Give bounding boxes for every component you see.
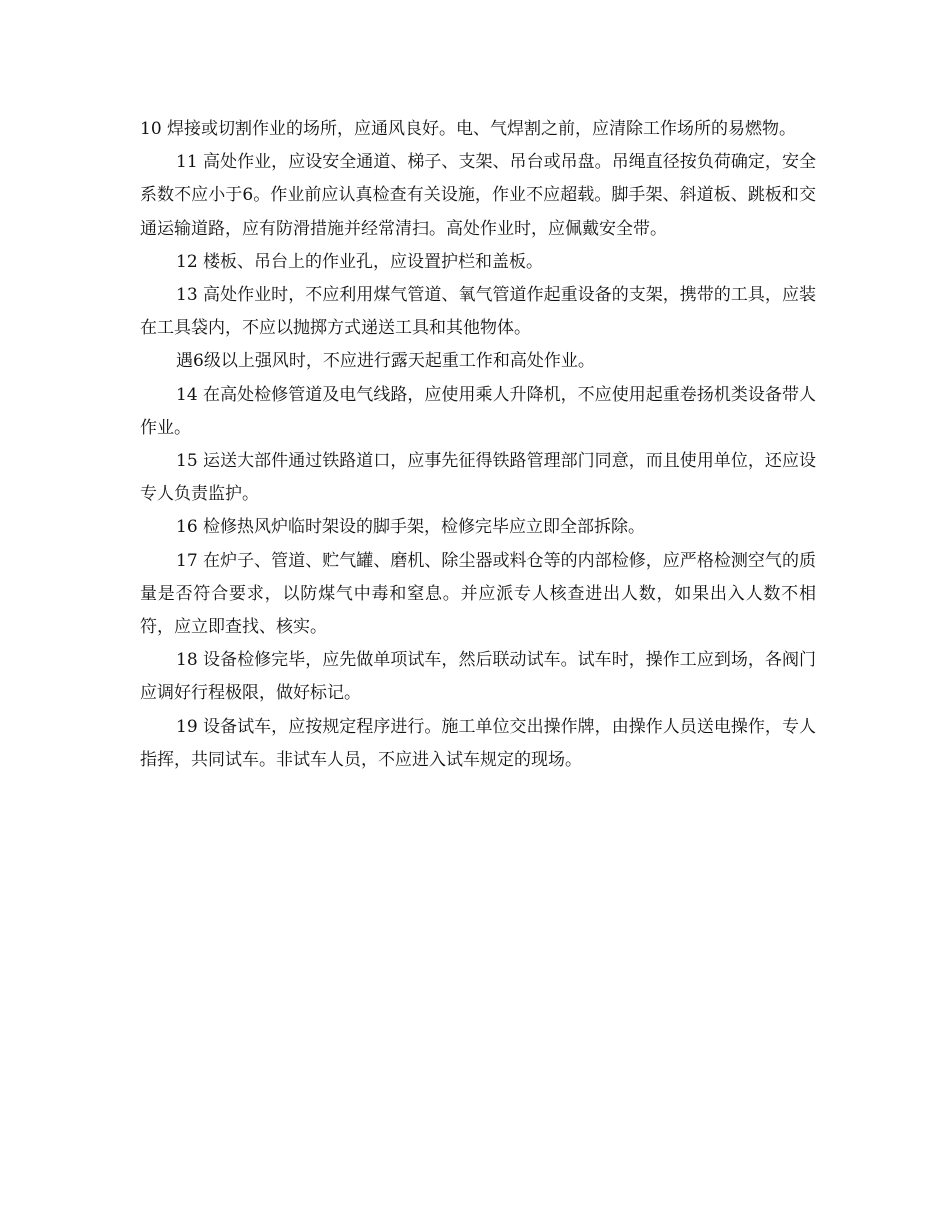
paragraph-19: 19 设备试车，应按规定程序进行。施工单位交出操作牌，由操作人员送电操作，专人指挥，共同试车。非试车人员，不应进入试车规定的现场。: [140, 716, 816, 770]
paragraph-12: 12 楼板、吊台上的作业孔，应设置护栏和盖板。: [176, 251, 544, 272]
paragraph-13-wind: 遇6级以上强风时，不应进行露天起重工作和高处作业。: [176, 351, 595, 372]
paragraph-17: 17 在炉子、管道、贮气罐、磨机、除尘器或料仓等的内部检修，应严格检测空气的质量是否符合要求，以防煤气中毒和窒息。并应派专人核查进出人数，如果出入人数不相符，应立即查找、核实。: [140, 550, 816, 638]
paragraph-15: 15 运送大部件通过铁路道口，应事先征得铁路管理部门同意，而且使用单位，还应设专人负责监护。: [140, 451, 816, 505]
paragraph-14: 14 在高处检修管道及电气线路，应使用乘人升降机，不应使用起重卷扬机类设备带人作业。: [140, 384, 816, 438]
document-body: [140, 113, 816, 777]
paragraph-16: 16 检修热风炉临时架设的脚手架，检修完毕应立即全部拆除。: [176, 517, 646, 538]
paragraph-13: 13 高处作业时，不应利用煤气管道、氧气管道作起重设备的支架，携带的工具，应装在工具袋内，不应以抛掷方式递送工具和其他物体。: [140, 285, 816, 339]
paragraph-11: 11 高处作业，应设安全通道、梯子、支架、吊台或吊盘。吊绳直径按负荷确定，安全系数不应小于6。作业前应认真检查有关设施，作业不应超载。脚手架、斜道板、跳板和交通运输道路，应有防滑措施并经常清扫。高处作业时，应佩戴安全带。: [140, 152, 816, 239]
paragraph-18: 18 设备检修完毕，应先做单项试车，然后联动试车。试车时，操作工应到场，各阀门应调好行程极限，做好标记。: [140, 650, 816, 704]
paragraph-10: 10 焊接或切割作业的场所，应通风良好。电、气焊割之前，应清除工作场所的易燃物。: [140, 119, 797, 139]
